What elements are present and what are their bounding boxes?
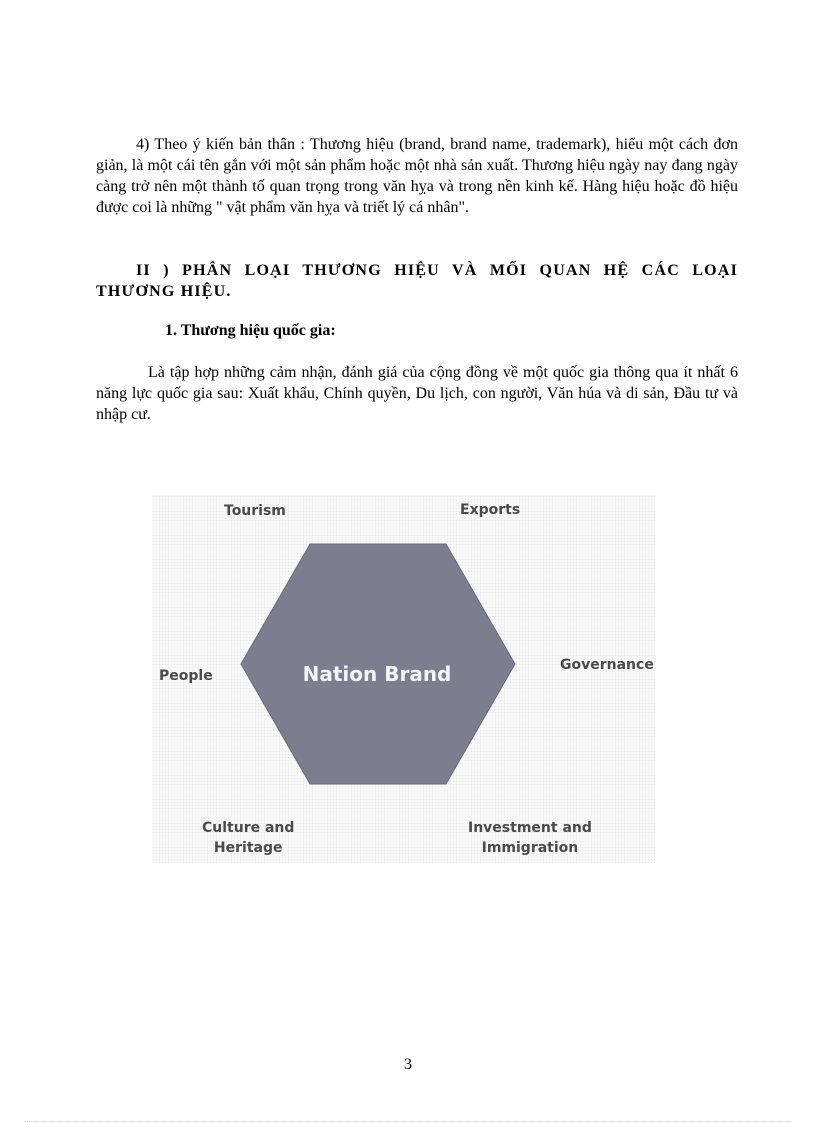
label-culture-heritage bbox=[202, 818, 294, 858]
label-investment-line-1: Investment and bbox=[468, 820, 592, 836]
label-investment-line-2: Immigration bbox=[481, 840, 579, 856]
label-governance: Governance bbox=[560, 657, 654, 673]
paragraph-nation-brand: Là tập hợp những cảm nhận, đánh giá của cộng đồng về một quốc gia thông qua ít nhất 6 năng lực quốc gia sau: Xuất khẩu, Chính quyền, Du lịch, con người, Văn húa và di sản, Đầu tư và nhập cư. bbox=[96, 364, 738, 423]
label-culture-line-2: Heritage bbox=[213, 840, 283, 856]
page-bottom-divider bbox=[24, 1121, 792, 1122]
paragraph-brand-definition: 4) Theo ý kiến bản thân : Thương hiệu (brand, brand name, trademark), hiểu một cách đơn giản, là một cái tên gắn với một sản phẩm hoặc một nhà sản xuất. Thương hiệu ngày nay đang ngày càng trở nên một thành tố quan trọng trong văn hỵa và trong nền kinh kế. Hàng hiệu hoặc đồ hiệu được coi là những " vật phẩm văn hỵa và triết lý cá nhân". bbox=[96, 136, 738, 216]
label-people: People bbox=[159, 668, 213, 684]
label-tourism: Tourism bbox=[224, 503, 286, 519]
section-heading: II ) PHÂN LOẠI THƯƠNG HIỆU VÀ MỐI QUAN HỆ CÁC LOẠI THƯƠNG HIỆU. bbox=[96, 262, 738, 300]
label-exports: Exports bbox=[460, 502, 521, 518]
label-investment-immigration bbox=[468, 818, 592, 858]
nation-brand-diagram bbox=[152, 495, 655, 863]
subsection-heading: 1. Thương hiệu quốc gia: bbox=[165, 322, 336, 339]
hexagon-center-label: Nation Brand bbox=[302, 662, 452, 686]
label-culture-line-1: Culture and bbox=[202, 820, 295, 836]
page-number: 3 bbox=[404, 1056, 412, 1073]
